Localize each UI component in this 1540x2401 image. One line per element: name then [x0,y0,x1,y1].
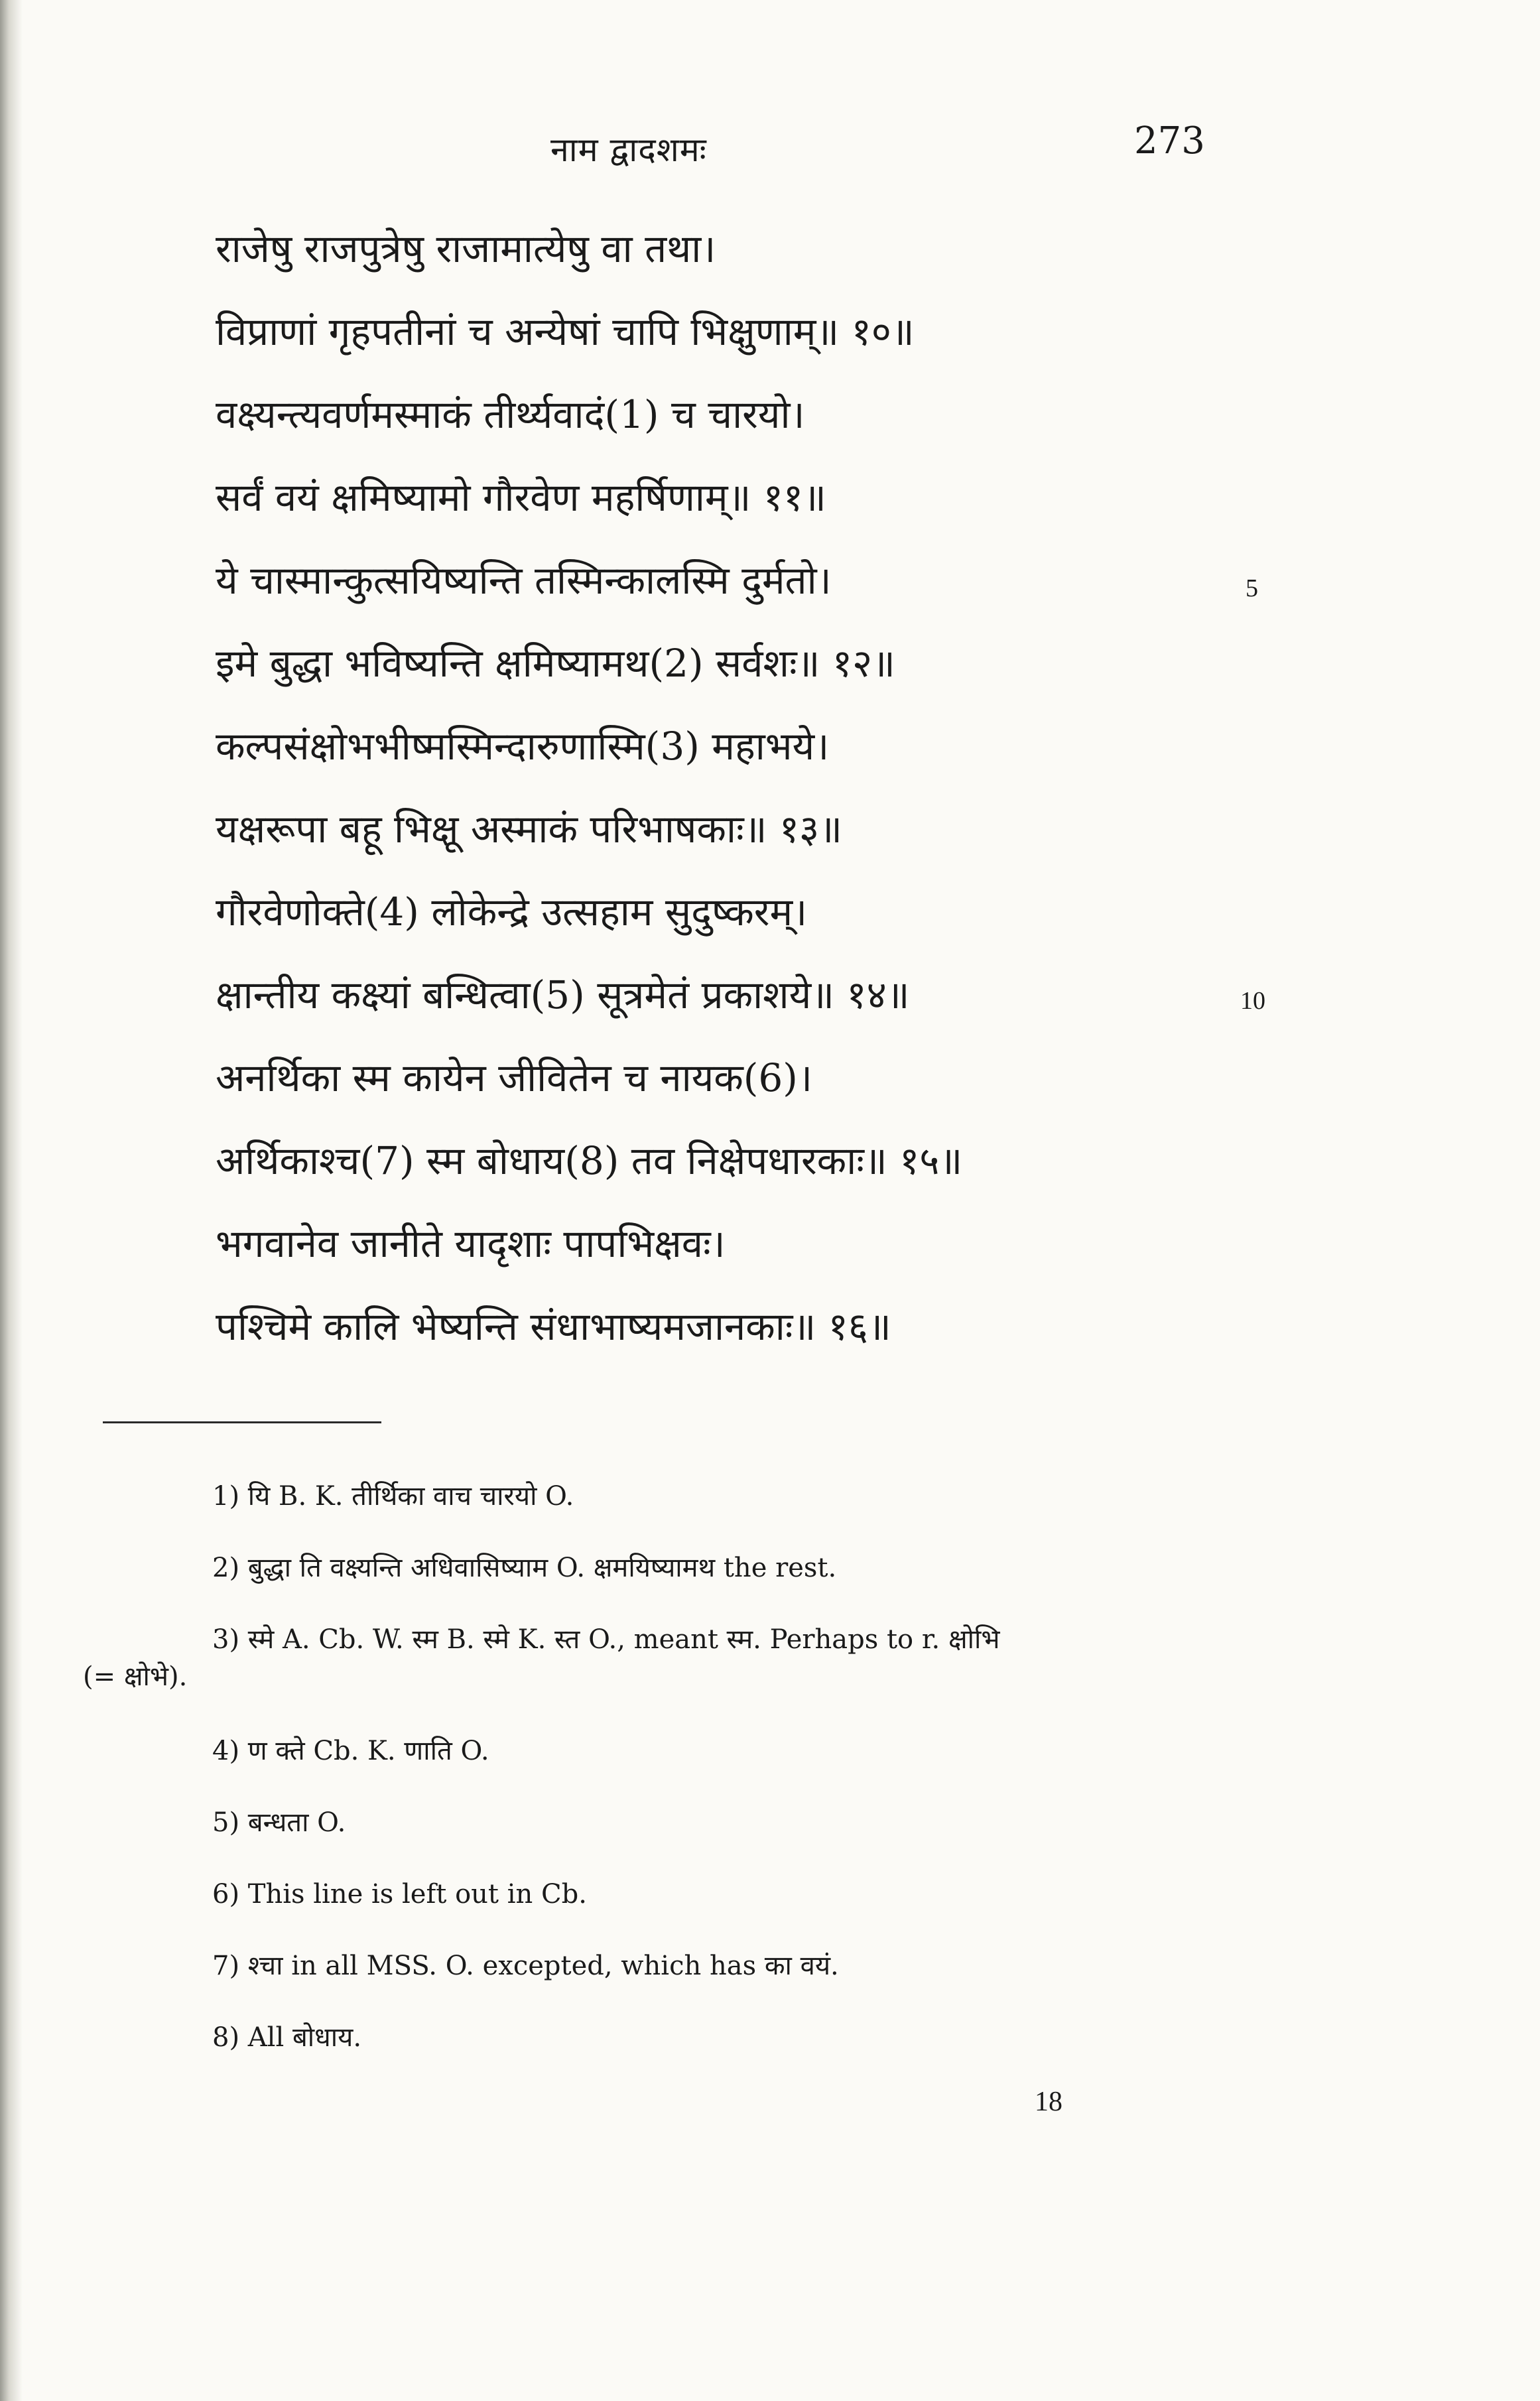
verse-line: इमे बुद्धा भविष्यन्ति क्षमिष्यामथ(2) सर्वशः॥ १२॥ [216,641,895,686]
footnote: 7) श्चा in all MSS. O. excepted, which has का वयं. [212,1951,839,1981]
verse-line: विप्राणां गृहपतीनां च अन्येषां चापि भिक्षुणाम्॥ १०॥ [216,309,915,354]
verse-line: अर्थिकाश्च(7) स्म बोधाय(8) तव निक्षेपधारकाः॥ १५॥ [216,1138,963,1183]
footnote: 5) बन्धता O. [212,1807,346,1838]
footnote: 4) ण क्ते Cb. K. णाति O. [212,1736,489,1766]
running-header: नाम द्वादशमः [550,131,707,169]
footnotes [83,1478,1307,2091]
footnote-text: 3) स्मे A. Cb. W. स्म B. स्मे K. स्त O., meant स्म. Perhaps to r. क्षोभि [212,1624,1000,1655]
verse-line: क्षान्तीय कक्ष्यां बन्धित्वा(5) सूत्रमेतं प्रकाशये॥ १४॥ [216,972,910,1017]
footnote: 2) बुद्धा ति वक्ष्यन्ति अधिवासिष्याम O. क्षमयिष्यामथ the rest. [212,1553,837,1583]
verse-line: ये चास्मान्कुत्सयिष्यन्ति तस्मिन्कालस्मि दुर्मतो। [216,558,832,603]
footnote-rule [103,1421,381,1423]
footnote [83,1621,1307,1732]
verse-line: वक्ष्यन्त्यवर्णमस्माकं तीर्थ्यवादं(1) च चारयो। [216,392,805,437]
footnote: 6) This line is left out in Cb. [212,1879,587,1910]
line-number-5: 5 [1246,574,1258,602]
verse-line: कल्पसंक्षोभभीष्मस्मिन्दारुणास्मि(3) महाभये। [216,724,830,769]
verse-line: भगवानेव जानीते यादृशाः पापभिक्षवः। [216,1221,726,1266]
footnote: 8) All बोधाय. [212,2022,362,2053]
footnote-continuation: (= क्षोभे). [83,1661,188,1692]
verse-line: राजेषु राजपुत्रेषु राजामात्येषु वा तथा। [216,226,716,271]
verse-line: गौरवेणोक्ते(4) लोकेन्द्रे उत्सहाम सुदुष्करम्। [216,889,808,935]
verse-line: अनर्थिका स्म कायेन जीवितेन च नायक(6)। [216,1055,812,1100]
scan-edge-shadow [0,0,23,2401]
line-number-10: 10 [1240,987,1265,1015]
verse-line: यक्षरूपा बहू भिक्षू अस्माकं परिभाषकाः॥ १३॥ [216,807,842,852]
page-number: 273 [1134,119,1205,162]
verse-line: पश्चिमे कालि भेष्यन्ति संधाभाष्यमजानकाः॥ १६॥ [216,1304,891,1349]
signature-mark: 18 [1035,2087,1062,2117]
footnote: 1) यि B. K. तीर्थिका वाच चारयो O. [212,1481,574,1512]
verse-line: सर्वं वयं क्षमिष्यामो गौरवेण महर्षिणाम्॥ ११॥ [216,475,826,520]
verse-block [216,222,1310,1383]
